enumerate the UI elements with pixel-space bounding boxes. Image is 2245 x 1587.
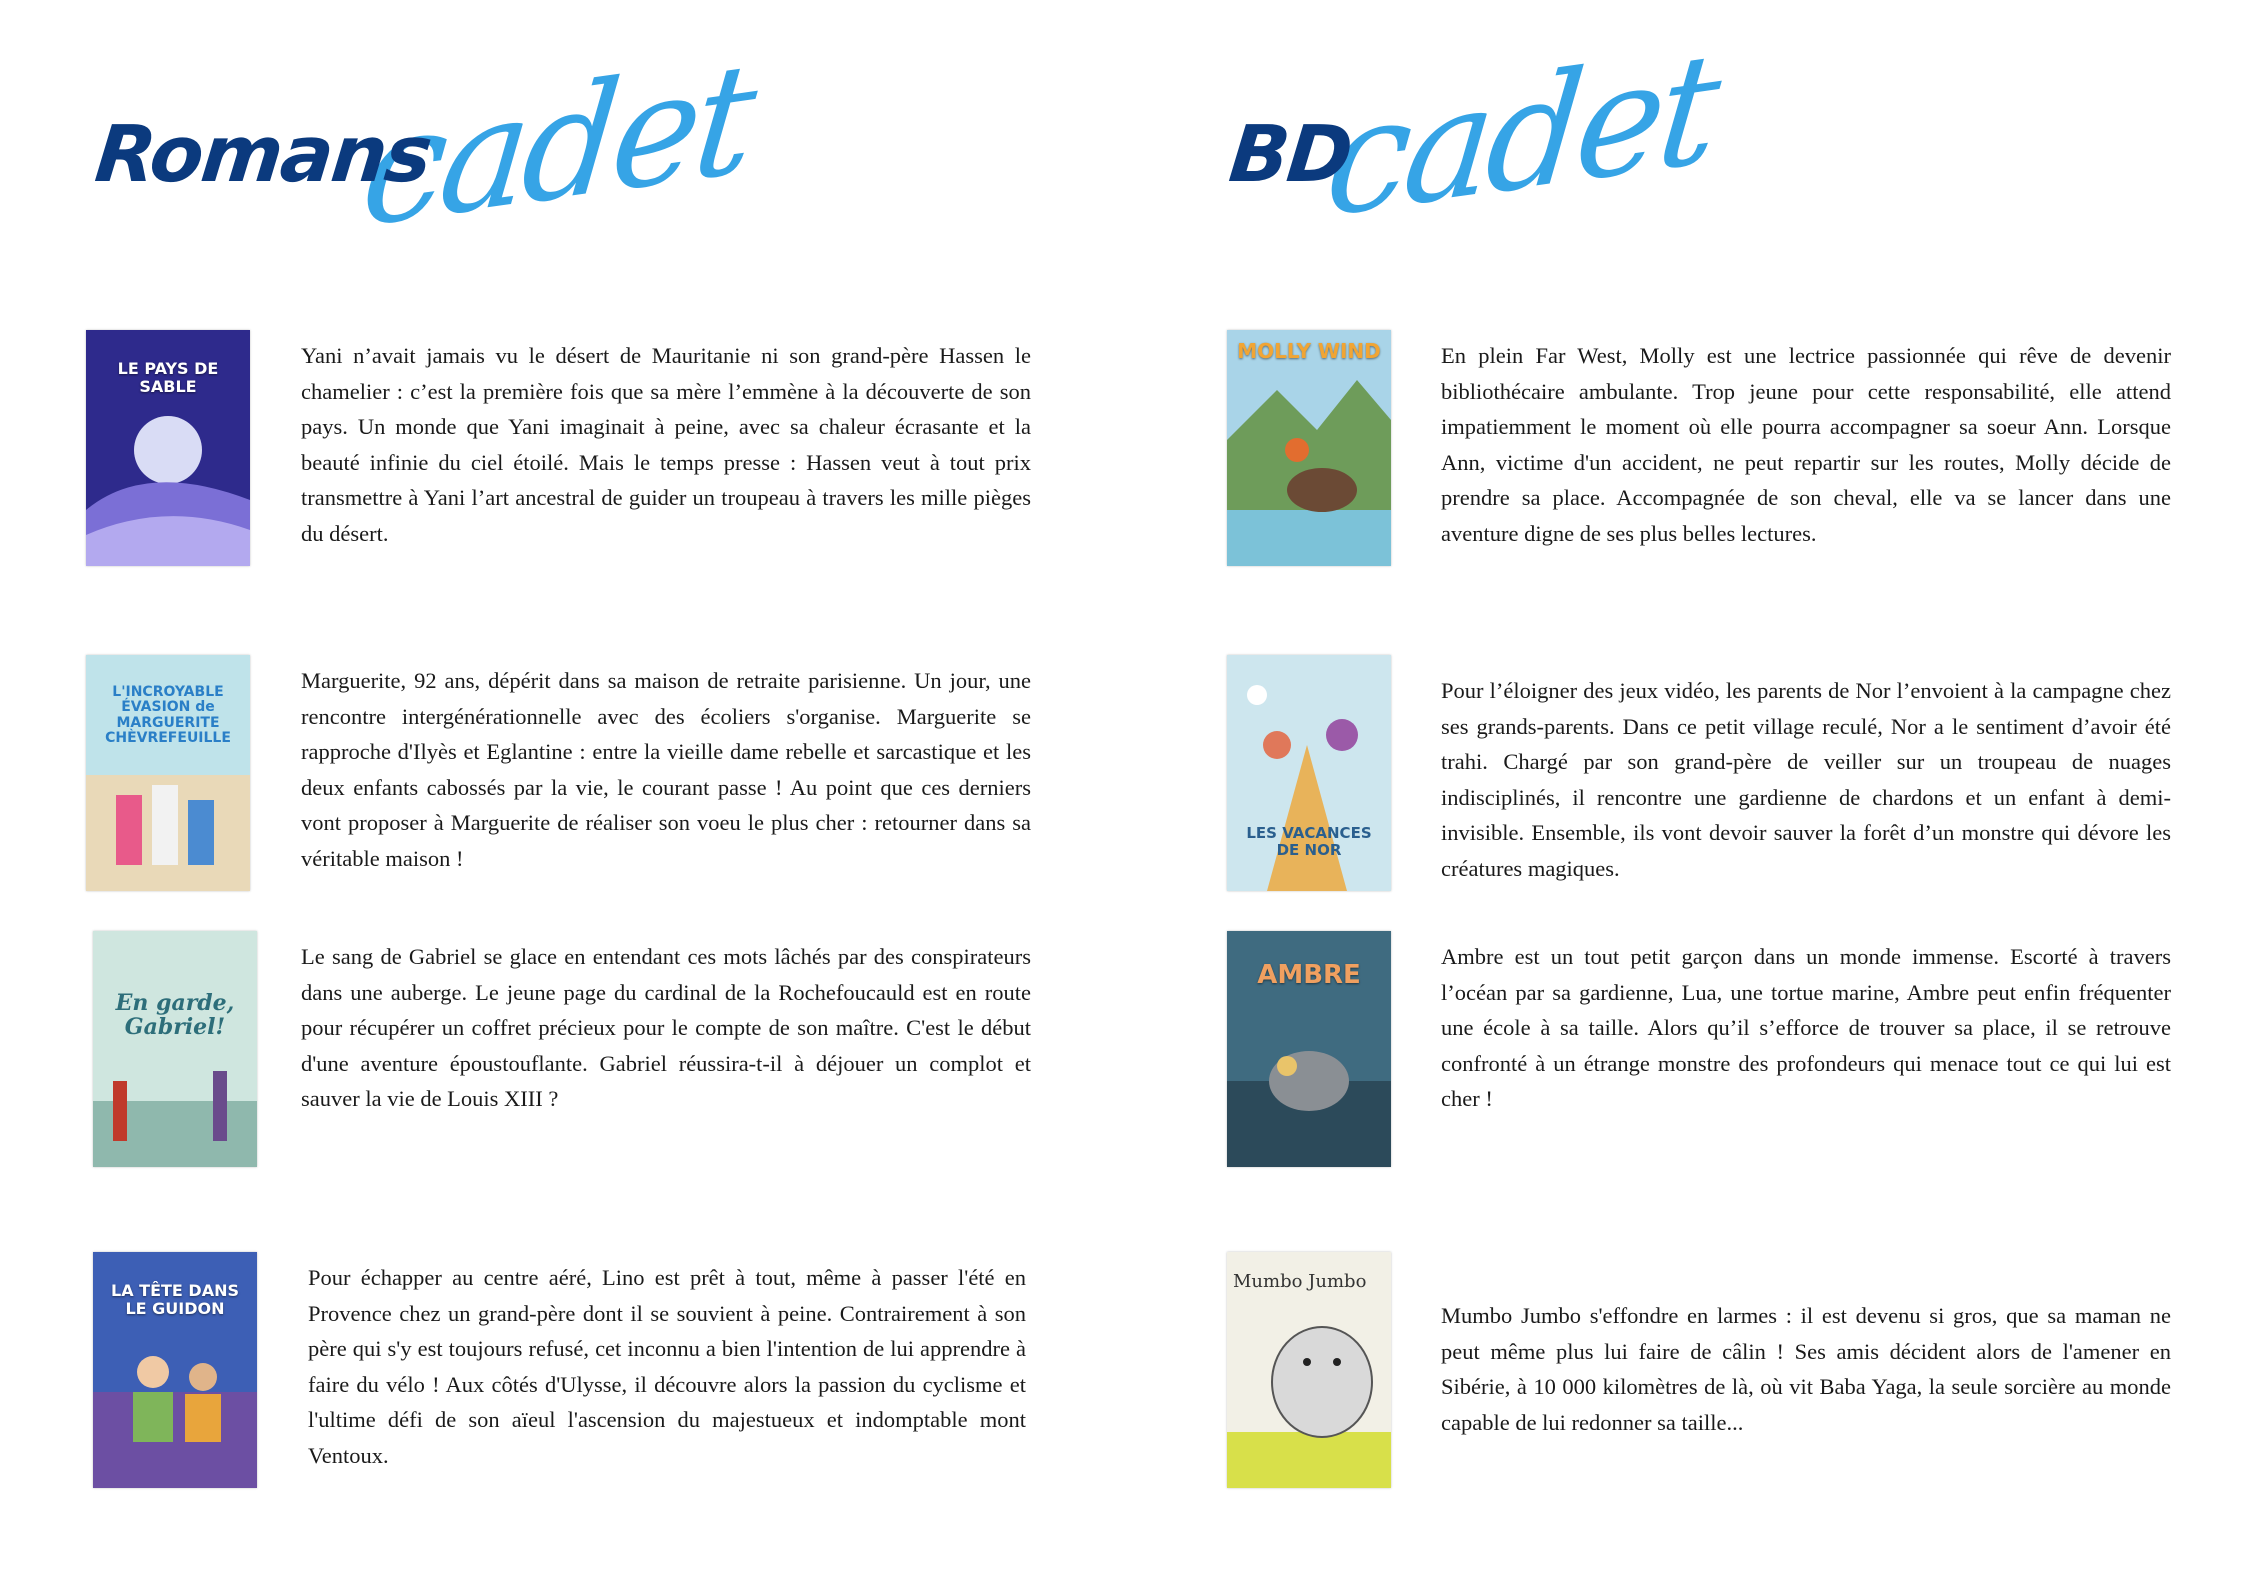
cover-title: LE PAYS DE SABLE <box>117 359 219 396</box>
romans-cadet-heading <box>86 29 786 263</box>
cover-title: AMBRE <box>1257 960 1361 990</box>
cover-title: LES VACANCES DE NOR <box>1246 824 1372 859</box>
book-cover <box>1227 1252 1391 1488</box>
cover-title: En garde, Gabriel! <box>115 990 235 1041</box>
bd-heading-sub: cadet <box>1318 19 1723 253</box>
bd-cadet-heading <box>1220 19 1920 253</box>
romans-heading-main: Romans <box>91 110 435 200</box>
book-cover <box>1227 330 1391 566</box>
book-cover <box>86 330 250 566</box>
book-description: Mumbo Jumbo s'effondre en larmes : il est devenu si gros, que sa maman ne peut même plus lui faire de câlin ! Ses amis décident alors de l'amener en Sibérie, à 10 000 kilomètres de là, où vit Baba Yaga, la seule sorcière au monde capable de lui redonner sa taille... <box>1441 1303 2171 1435</box>
book-cover <box>93 1252 257 1488</box>
book-description: En plein Far West, Molly est une lectrice passionnée qui rêve de devenir bibliothécaire ambulante. Trop jeune pour cette responsabilité, elle attend impatiemment le moment où elle pourra accompagner sa soeur Ann. Lorsque Ann, victime d'un accident, ne peut repartir sur les routes, Molly décide de prendre sa place. Accompagnée de son cheval, elle va se lancer dans une aventure digne de ses plus belles lectures. <box>1441 343 2171 546</box>
book-description: Ambre est un tout petit garçon dans un monde immense. Escorté à travers l’océan par sa gardienne, Lua, une tortue marine, Ambre peut enfin fréquenter une école à sa taille. Alors qu’il s’efforce de trouver sa place, il se retrouve confronté à un étrange monstre des profondeurs qui menace tout ce qui lui est cher ! <box>1441 944 2171 1112</box>
book-description: Marguerite, 92 ans, dépérit dans sa maison de retraite parisienne. Un jour, une rencontre intergénérationnelle avec des écoliers s'organise. Marguerite se rapproche d'Ilyès et Eglantine : entre la vieille dame rebelle et sarcastique et les deux enfants cabossés par la vie, le courant passe ! Au point que ces derniers vont proposer à Marguerite de réaliser son voeu le plus cher : retourner dans sa véritable maison ! <box>301 668 1031 871</box>
book-cover <box>1227 931 1391 1167</box>
book-cover <box>86 655 250 891</box>
book-description: Yani n’avait jamais vu le désert de Mauritanie ni son grand-père Hassen le chamelier : c’est la première fois que sa mère l’emmène à la découverte de son pays. Un monde que Yani imaginait à peine, avec sa chaleur écrasante et la beauté infinie du ciel étoilé. Mais le temps presse : Hassen veut à tout prix transmettre à Yani l’art ancestral de guider un troupeau à travers les mille pièges du désert. <box>301 343 1031 546</box>
cover-illustration <box>1227 330 1391 566</box>
book-cover <box>1227 655 1391 891</box>
book-description: Pour l’éloigner des jeux vidéo, les parents de Nor l’envoient à la campagne chez ses grands-parents. Dans ce petit village reculé, Nor a le sentiment d’avoir été trahi. Chargé par son grand-père de veiller sur un troupeau de nuages indisciplinés, il rencontre une gardienne de chardons et un enfant à demi-invisible. Ensemble, ils vont devoir sauver la forêt d’un monstre qui dévore les créatures magiques. <box>1441 678 2171 881</box>
cover-illustration <box>93 931 257 1167</box>
cover-title: L'INCROYABLE ÉVASION de MARGUERITE CHÈVREFEUILLE <box>105 684 231 747</box>
cover-title: LA TÊTE DANS LE GUIDON <box>111 1281 239 1318</box>
book-description: Pour échapper au centre aéré, Lino est prêt à tout, même à passer l'été en Provence chez un grand-père dont il se souvient à peine. Contrairement à son père qui s'y est toujours refusé, cet inconnu a bien l'intention de lui apprendre à faire du vélo ! Aux côtés d'Ulysse, il découvre alors la passion du cyclisme et l'ultime défi de son aïeul l'ascension du majestueux et indomptable mont Ventoux. <box>308 1265 1026 1468</box>
bd-heading-main: BD <box>1225 110 1355 200</box>
cover-title: Mumbo Jumbo <box>1233 1271 1367 1292</box>
book-cover <box>93 931 257 1167</box>
romans-heading-sub: cadet <box>354 29 759 263</box>
book-description: Le sang de Gabriel se glace en entendant ces mots lâchés par des conspirateurs dans une auberge. Le jeune page du cardinal de la Rochefoucauld est en route pour récupérer un coffret précieux pour le compte de son maître. C'est le début d'une aventure époustouflante. Gabriel réussira-t-il à déjouer un complot et sauver la vie de Louis XIII ? <box>301 944 1031 1112</box>
cover-title: MOLLY WIND <box>1237 339 1381 363</box>
